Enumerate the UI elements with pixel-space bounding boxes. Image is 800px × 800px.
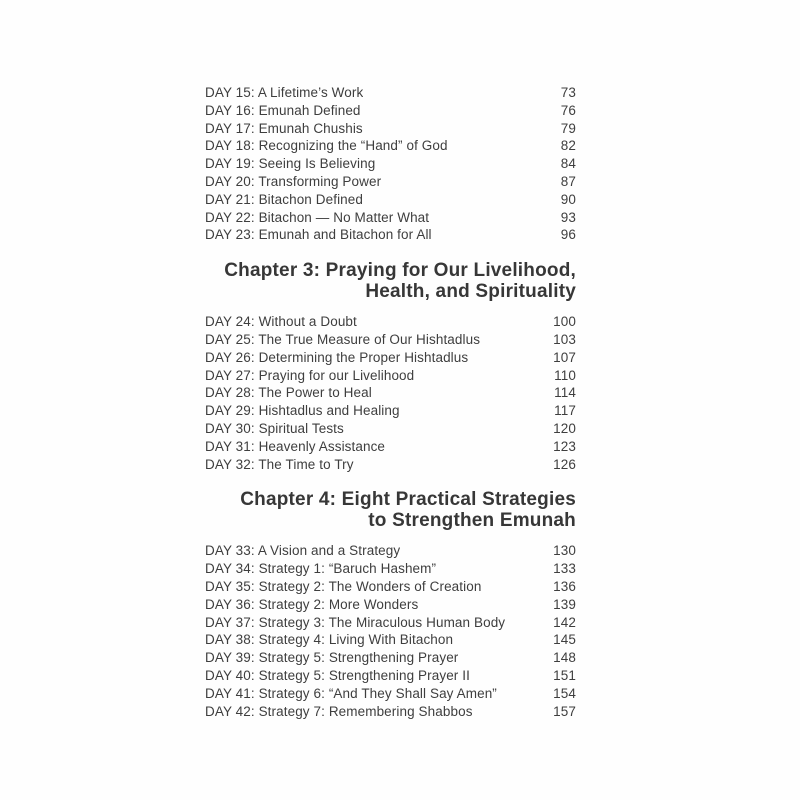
toc-entry-title: DAY 41: Strategy 6: “And They Shall Say Amen” (205, 685, 497, 701)
toc-entry (205, 685, 576, 703)
toc-entry-page-number: 73 (560, 85, 576, 100)
toc-entry-title: DAY 26: Determining the Proper Hishtadlus (205, 349, 469, 365)
toc-entry-title: DAY 27: Praying for our Livelihood (205, 367, 415, 383)
toc-entry-page-number: 148 (553, 650, 576, 666)
toc-entry-page-number: 96 (560, 227, 576, 243)
toc-entry-title: DAY 30: Spiritual Tests (205, 420, 344, 436)
toc-entry-title: DAY 29: Hishtadlus and Healing (205, 403, 400, 419)
toc-entry-page-number: 130 (553, 543, 576, 559)
chapter-heading (205, 489, 576, 531)
toc-entry-page-number: 100 (553, 314, 576, 330)
toc-entry-page-number: 90 (560, 191, 576, 207)
toc-entry-title: DAY 40: Strategy 5: Strengthening Prayer II (205, 667, 470, 683)
toc-entry (205, 384, 576, 402)
toc-entry (205, 191, 576, 209)
toc-entry-page-number: 110 (554, 367, 576, 383)
toc-entry-page-number: 114 (554, 385, 576, 401)
toc-entry-page-number: 82 (560, 138, 576, 154)
toc-entry (205, 456, 576, 474)
toc-entry-title: DAY 28: The Power to Heal (205, 385, 372, 401)
toc-entry-title: DAY 39: Strategy 5: Strengthening Prayer (205, 650, 459, 666)
toc-entry (205, 560, 576, 578)
toc-entry (205, 614, 576, 632)
toc-entry-page-number: 120 (553, 420, 576, 436)
toc-entry-page-number: 123 (553, 438, 576, 454)
chapter-heading-line: Chapter 3: Praying for Our Livelihood, (224, 260, 576, 282)
toc-entry (205, 596, 576, 614)
toc-entry-title: DAY 20: Transforming Power (205, 173, 382, 189)
toc-entry (205, 367, 576, 385)
toc-entry-title: DAY 21: Bitachon Defined (205, 191, 363, 207)
toc-entry-page-number: 84 (560, 156, 576, 172)
toc-entry (205, 155, 576, 173)
toc-entry-page-number: 136 (553, 578, 576, 594)
toc-entry-title: DAY 32: The Time to Try (205, 456, 354, 472)
toc-entry (205, 649, 576, 667)
toc-entry-page-number: 93 (560, 209, 576, 225)
toc-entry (205, 420, 576, 438)
toc-entry (205, 226, 576, 244)
toc-entry-title: DAY 33: A Vision and a Strategy (205, 543, 401, 559)
toc-entry-page-number: 76 (560, 102, 576, 118)
toc-entry-page-number: 79 (560, 120, 576, 136)
toc-entry-page-number: 107 (553, 349, 576, 365)
toc-entry-page-number: 117 (554, 403, 576, 419)
toc-entry (205, 631, 576, 649)
toc-entry-title: DAY 19: Seeing Is Believing (205, 156, 376, 172)
toc-entry-title: DAY 16: Emunah Defined (205, 102, 361, 118)
toc-entry-title: DAY 31: Heavenly Assistance (205, 438, 386, 454)
toc-entry (205, 102, 576, 120)
toc-entry-title: DAY 24: Without a Doubt (205, 314, 357, 330)
table-of-contents (205, 84, 576, 720)
chapter-heading-line: Health, and Spirituality (365, 281, 576, 303)
toc-entry-title: DAY 34: Strategy 1: “Baruch Hashem” (205, 561, 437, 577)
toc-entry (205, 402, 576, 420)
toc-entry-title: DAY 42: Strategy 7: Remembering Shabbos (205, 703, 473, 719)
toc-entry-page-number: 142 (553, 614, 576, 630)
toc-entry-page-number: 151 (553, 667, 576, 683)
toc-entry (205, 578, 576, 596)
toc-entry-page-number: 139 (553, 596, 576, 612)
toc-entry-title: DAY 15: A Lifetime’s Work (205, 85, 364, 100)
toc-entry (205, 313, 576, 331)
toc-entry-page-number: 87 (560, 173, 576, 189)
toc-entry-title: DAY 35: Strategy 2: The Wonders of Creation (205, 578, 482, 594)
toc-entry-page-number: 133 (553, 561, 576, 577)
toc-entry (205, 349, 576, 367)
toc-entry-title: DAY 37: Strategy 3: The Miraculous Human Body (205, 614, 506, 630)
toc-entry-title: DAY 22: Bitachon — No Matter What (205, 209, 430, 225)
toc-entry-title: DAY 17: Emunah Chushis (205, 120, 363, 136)
toc-entry-title: DAY 36: Strategy 2: More Wonders (205, 596, 419, 612)
toc-entry (205, 209, 576, 227)
toc-entry (205, 84, 576, 102)
chapter-heading (205, 260, 576, 302)
toc-entry (205, 137, 576, 155)
toc-entry-page-number: 145 (553, 632, 576, 648)
toc-entry-title: DAY 23: Emunah and Bitachon for All (205, 227, 432, 243)
toc-entry-page-number: 154 (553, 685, 576, 701)
toc-entry (205, 703, 576, 721)
toc-entry-page-number: 103 (553, 331, 576, 347)
toc-entry (205, 438, 576, 456)
chapter-heading-line: to Strengthen Emunah (368, 510, 576, 532)
toc-entry (205, 120, 576, 138)
toc-entry-title: DAY 25: The True Measure of Our Hishtadlus (205, 331, 481, 347)
toc-entry-title: DAY 18: Recognizing the “Hand” of God (205, 138, 448, 154)
toc-entry-title: DAY 38: Strategy 4: Living With Bitachon (205, 632, 454, 648)
toc-entry (205, 173, 576, 191)
toc-entry (205, 667, 576, 685)
toc-entry-page-number: 157 (553, 703, 576, 719)
chapter-heading-line: Chapter 4: Eight Practical Strategies (240, 489, 576, 511)
toc-entry (205, 331, 576, 349)
toc-entry-page-number: 126 (553, 456, 576, 472)
toc-entry (205, 542, 576, 560)
